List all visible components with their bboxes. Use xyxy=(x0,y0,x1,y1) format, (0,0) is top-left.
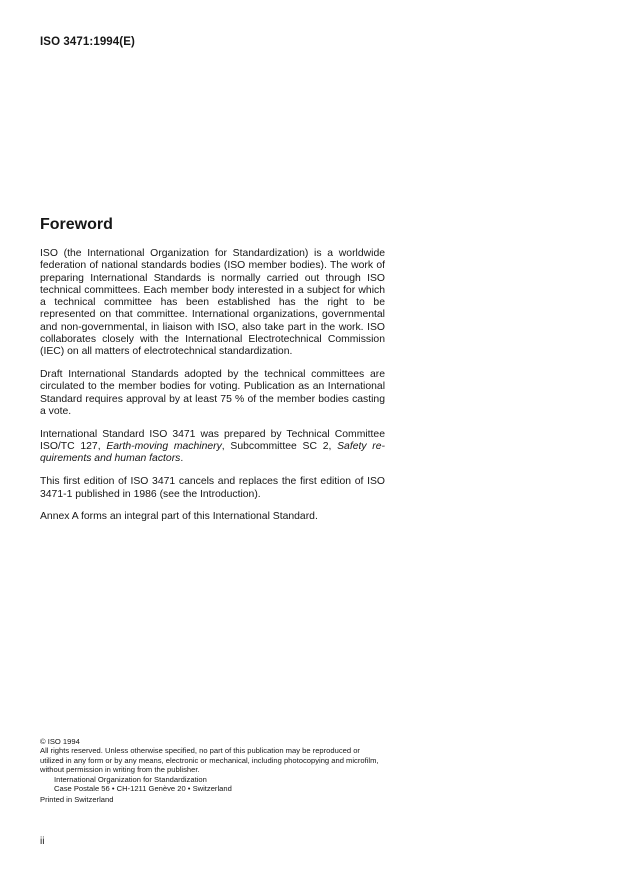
paragraph-preparation xyxy=(40,429,385,466)
page-title: Foreword xyxy=(40,216,113,233)
paragraph-draft-standards: Draft International Standards adopted by the technical committees are circulated to the member bodies for voting. Publication as an International Standard requires approval by at least 75 % of the member bodies casting a vote. xyxy=(40,369,385,418)
paragraph-iso-overview: ISO (the International Organization for Standardization) is a worldwide federation of national standards bodies (ISO member bodies). The work of preparing International Standards is normally carried out through ISO technical committees. Each member body interested in a subject for which a technical committee has been established has the right to be represented on that committee. International organizations, governmental and non-governmental, in liaison with ISO, also take part in the work. ISO collaborates closely with the International Electrotechnical Commission (IEC) on all matters of electrotechnical standardization. xyxy=(40,248,385,358)
preparation-text-c: , Subcommittee SC 2, xyxy=(221,441,338,453)
foreword-body xyxy=(40,248,385,534)
organization-address: Case Postale 56 • CH-1211 Genève 20 • Switzerland xyxy=(54,784,232,794)
copyright-block xyxy=(40,737,385,805)
preparation-text-a: International Standard ISO 3471 was prepared by Technical Committee ISO/TC 127, xyxy=(40,428,385,453)
subcommittee-title: Safety requirements and human factors xyxy=(40,441,386,465)
printed-location: Printed in Switzerland xyxy=(40,795,114,805)
paragraph-edition: This first edition of ISO 3471 cancels and replaces the first edition of ISO 3471-1 published in 1986 (see the Introduction). xyxy=(40,476,385,500)
committee-title: Earth-moving machinery xyxy=(106,441,222,453)
copyright-notice: © ISO 1994 xyxy=(40,737,80,746)
page-number: ii xyxy=(40,836,45,847)
document-identifier: ISO 3471:1994(E) xyxy=(40,36,135,48)
rights-statement: All rights reserved. Unless otherwise specified, no part of this publication may be reproduced or utilized in any form or by any means, electronic or mechanical, including photocopying and microfilm, without permission in writing from the publisher. xyxy=(40,746,379,775)
organization-name: International Organization for Standardization xyxy=(54,774,207,784)
paragraph-annex: Annex A forms an integral part of this International Standard. xyxy=(40,511,318,523)
preparation-text-e: . xyxy=(180,453,184,465)
